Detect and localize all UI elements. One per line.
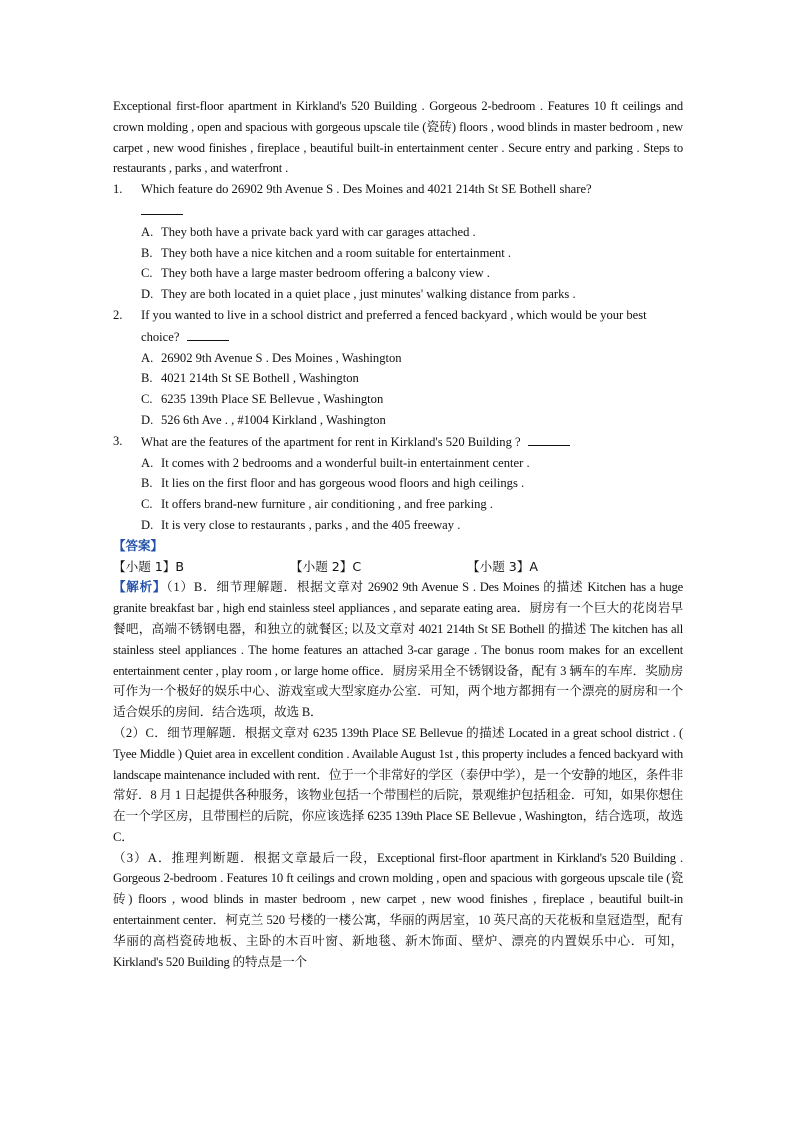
option-1d <box>141 284 683 305</box>
answer-heading <box>113 536 683 557</box>
analysis-text-1: （1）B．细节理解题．根据文章对 26902 9th Avenue S . Des Moines 的描述 Kitchen has a huge granite breakfast bar , high end stainless steel appliances , and separate eating area．厨房有一个巨大的花岗岩早餐吧，高端不锈钢电器，和独立的就餐区; 以及文章对 4021 214th St SE Bothell 的描述 The kitchen has all stainless steel appliances . The home features an attached 3-car garage . The bonus room makes for an excellent entertainment center , play room , or large home office．厨房采用全不锈钢设备，配有 3 辆车的车库．奖励房可作为一个极好的娱乐中心、游戏室或大型家庭办公室．可知，两个地方都拥有一个漂亮的厨房和一个适合娱乐的房间．结合选项，故选 B． <box>113 580 683 720</box>
answer-blank <box>187 326 229 341</box>
question-number: 2. <box>113 307 123 322</box>
option-text: 526 6th Ave . , #1004 Kirkland , Washington <box>161 412 386 427</box>
option-letter: A. <box>141 455 154 470</box>
question-number: 3. <box>113 433 123 448</box>
question-text: If you wanted to live in a school district and preferred a fenced backyard , which would be your best choice? <box>141 307 647 344</box>
option-text: It offers brand-new furniture , air conditioning , and free parking . <box>161 497 493 512</box>
analysis-paragraph-1 <box>113 577 683 723</box>
option-3d <box>141 515 683 536</box>
question-2 <box>113 305 683 348</box>
option-1c <box>141 263 683 284</box>
question-text: Which feature do 26902 9th Avenue S . Des Moines and 4021 214th St SE Bothell share? <box>141 182 592 197</box>
option-letter: D. <box>141 517 154 532</box>
option-3b <box>141 473 683 494</box>
analysis-paragraph-2: （2）C．细节理解题．根据文章对 6235 139th Place SE Bellevue 的描述 Located in a great school district . ( Tyee Middle ) Quiet area in excellent condition . Available August 1st , this property includes a fenced backyard with landscape maintenance included with rent．位于一个非常好的学区（泰伊中学），是一个安静的地区，条件非常好．8 月 1 日起提供各种服务，该物业包括一个带围栏的后院，景观维护包括租金．可知，如果你想住在一个学区房，且带围栏的后院，你应该选择 6235 139th Place SE Bellevue , Washington，结合选项，故选 C． <box>113 725 683 844</box>
question-3 <box>113 431 683 453</box>
option-1b <box>141 243 683 264</box>
passage-paragraph: Exceptional first-floor apartment in Kirkland's 520 Building . Gorgeous 2-bedroom . Features 10 ft ceilings and crown molding , open and spacious with gorgeous upscale tile (瓷砖) floors , wood blinds in master bedroom , new carpet , new wood finishes , fireplace , beautiful built-in entertainment center . Secure entry and parking . Steps to restaurants , parks , and waterfront . <box>113 99 683 176</box>
answer-item-1: 【小题 1】B <box>113 558 185 574</box>
answer-item-2: 【小题 2】C <box>290 558 362 574</box>
answer-item-3: 【小题 3】A <box>467 558 539 574</box>
option-letter: B. <box>141 476 153 491</box>
option-letter: D. <box>141 412 154 427</box>
option-text: It lies on the first floor and has gorgeous wood floors and high ceilings . <box>161 476 525 491</box>
option-letter: B. <box>141 371 153 386</box>
option-letter: D. <box>141 287 154 302</box>
option-2b <box>141 368 683 389</box>
answer-blank <box>528 431 570 446</box>
answer-tag: 【答案】 <box>113 537 164 553</box>
question-text: What are the features of the apartment for rent in Kirkland's 520 Building ? <box>141 434 521 449</box>
option-letter: C. <box>141 266 153 281</box>
option-text: They both have a private back yard with car garages attached . <box>161 224 476 239</box>
option-2d <box>141 410 683 431</box>
analysis-paragraph-3: （3）A．推理判断题．根据文章最后一段，Exceptional first-floor apartment in Kirkland's 520 Building . Gorgeous 2-bedroom . Features 10 ft ceilings and crown molding , open and spacious with gorgeous upscale tile (瓷砖) floors , wood blinds in master bedroom , new carpet , new wood finishes , fireplace , beautiful built-in entertainment center．柯克兰 520 号楼的一楼公寓，华丽的两居室，10 英尺高的天花板和皇冠造型，配有华丽的高档瓷砖地板、主卧的木百叶窗、新地毯、新木饰面、壁炉、漂亮的内置娱乐中心．可知，Kirkland's 520 Building 的特点是一个 <box>113 850 683 969</box>
option-3a <box>141 453 683 474</box>
option-letter: A. <box>141 224 154 239</box>
option-text: It comes with 2 bedrooms and a wonderful built-in entertainment center . <box>161 455 530 470</box>
document-page <box>113 96 683 972</box>
answer-row <box>113 557 683 578</box>
option-text: They both have a large master bedroom offering a balcony view . <box>161 266 490 281</box>
option-letter: C. <box>141 497 153 512</box>
option-3c <box>141 494 683 515</box>
option-letter: C. <box>141 392 153 407</box>
question-1 <box>113 179 683 222</box>
option-letter: B. <box>141 245 153 260</box>
answer-blank <box>141 200 183 215</box>
option-2a <box>141 348 683 369</box>
option-text: It is very close to restaurants , parks , and the 405 freeway . <box>161 517 461 532</box>
option-text: 6235 139th Place SE Bellevue , Washington <box>161 392 384 407</box>
analysis-tag: 【解析】 <box>113 579 167 595</box>
option-letter: A. <box>141 350 154 365</box>
option-text: 26902 9th Avenue S . Des Moines , Washington <box>161 350 402 365</box>
question-number: 1. <box>113 182 123 197</box>
option-text: They are both located in a quiet place , just minutes' walking distance from parks . <box>161 287 576 302</box>
option-2c <box>141 389 683 410</box>
option-1a <box>141 222 683 243</box>
option-text: 4021 214th St SE Bothell , Washington <box>161 371 359 386</box>
option-text: They both have a nice kitchen and a room suitable for entertainment . <box>161 245 512 260</box>
